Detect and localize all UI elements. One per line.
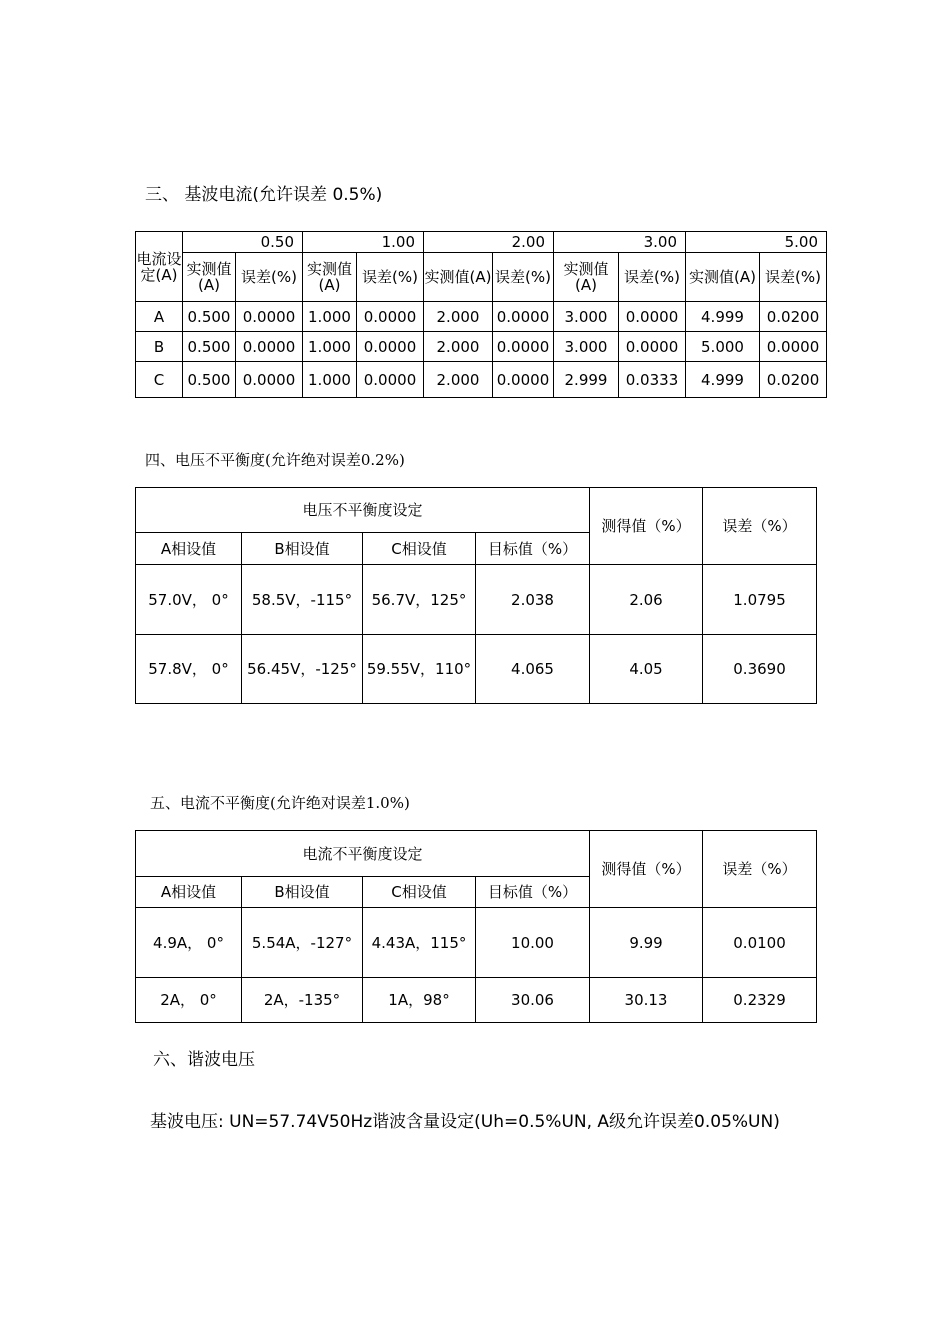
error-header: 误差(%): [493, 253, 554, 302]
section6-title: 六、谐波电压: [153, 1050, 255, 1070]
table-row: [136, 635, 817, 704]
table-cell: 57.0V， 0°: [136, 565, 242, 635]
table-cell: 4.999: [686, 362, 760, 398]
table-cell: 0.2329: [703, 978, 817, 1023]
current-setting-label: 电流设定(A): [136, 232, 183, 302]
table-cell: 2A，-135°: [242, 978, 363, 1023]
table-cell: 0.0000: [493, 362, 554, 398]
error-header: 误差(%): [619, 253, 686, 302]
table-cell: 2.000: [424, 362, 493, 398]
table-cell: 0.0000: [357, 332, 424, 362]
table-row: [136, 908, 817, 978]
measured-header: 测得值（%）: [590, 488, 703, 565]
error-header: 误差（%）: [703, 831, 817, 908]
table-cell: 3.000: [554, 332, 619, 362]
table-cell: 2.038: [476, 565, 590, 635]
current-header: 2.00: [424, 232, 554, 253]
table-cell: 30.06: [476, 978, 590, 1023]
table-cell: 0.500: [183, 302, 236, 332]
table-cell: 4.43A，115°: [363, 908, 476, 978]
table-cell: 2A， 0°: [136, 978, 242, 1023]
table-cell: 0.0000: [493, 302, 554, 332]
table-cell: 0.0200: [760, 362, 827, 398]
table-cell: 0.3690: [703, 635, 817, 704]
table-cell: 5.54A，-127°: [242, 908, 363, 978]
phase-b-header: B相设值: [242, 877, 363, 908]
table-cell: 0.0000: [493, 332, 554, 362]
table-cell: 0.0000: [619, 332, 686, 362]
phase-b-header: B相设值: [242, 533, 363, 565]
table-cell: 0.500: [183, 332, 236, 362]
current-header: 5.00: [686, 232, 827, 253]
table-cell: 0.0000: [236, 332, 303, 362]
table-cell: 0.0000: [236, 302, 303, 332]
table-cell: 0.0333: [619, 362, 686, 398]
table-cell: 0.0000: [760, 332, 827, 362]
table-cell: 9.99: [590, 908, 703, 978]
phase-c-header: C相设值: [363, 877, 476, 908]
table-row: [136, 302, 827, 332]
table-row: [136, 978, 817, 1023]
voltage-unbalance-table: [135, 487, 817, 704]
error-header: 误差(%): [236, 253, 303, 302]
table-cell: 0.0000: [619, 302, 686, 332]
table-cell: 1.000: [303, 332, 357, 362]
section4-title: 四、电压不平衡度(允许绝对误差0.2%): [145, 451, 405, 469]
current-header: 1.00: [303, 232, 424, 253]
table-cell: 1A，98°: [363, 978, 476, 1023]
error-header: 误差(%): [357, 253, 424, 302]
measured-header: 实测值(A): [554, 253, 619, 302]
phase-label: B: [136, 332, 183, 362]
error-header: 误差(%): [760, 253, 827, 302]
table-cell: 0.0000: [236, 362, 303, 398]
current-header: 3.00: [554, 232, 686, 253]
table-cell: 59.55V，110°: [363, 635, 476, 704]
section3-title: 三、 基波电流(允许误差 0.5%): [145, 185, 383, 205]
phase-label: C: [136, 362, 183, 398]
table-cell: 30.13: [590, 978, 703, 1023]
measured-header: 实测值(A): [183, 253, 236, 302]
table-cell: 4.9A， 0°: [136, 908, 242, 978]
phase-a-header: A相设值: [136, 533, 242, 565]
target-header: 目标值（%）: [476, 533, 590, 565]
harmonic-voltage-paragraph: 基波电压: UN=57.74V50Hz谐波含量设定(Uh=0.5%UN, A级允许误差0.05%UN): [150, 1112, 780, 1132]
table-cell: 2.000: [424, 332, 493, 362]
current-header: 0.50: [183, 232, 303, 253]
fundamental-current-table: [135, 231, 827, 398]
table-row: [136, 332, 827, 362]
table-row: [136, 362, 827, 398]
phase-a-header: A相设值: [136, 877, 242, 908]
table-cell: 2.999: [554, 362, 619, 398]
table-cell: 1.000: [303, 362, 357, 398]
table-cell: 57.8V， 0°: [136, 635, 242, 704]
table-cell: 56.7V，125°: [363, 565, 476, 635]
table-cell: 0.0200: [760, 302, 827, 332]
phase-label: A: [136, 302, 183, 332]
measured-header: 测得值（%）: [590, 831, 703, 908]
table-cell: 2.000: [424, 302, 493, 332]
table-cell: 4.999: [686, 302, 760, 332]
voltage-unbalance-group-header: 电压不平衡度设定: [136, 488, 590, 533]
table-cell: 2.06: [590, 565, 703, 635]
section5-title: 五、电流不平衡度(允许绝对误差1.0%): [150, 794, 410, 812]
table-cell: 3.000: [554, 302, 619, 332]
target-header: 目标值（%）: [476, 877, 590, 908]
table-cell: 56.45V，-125°: [242, 635, 363, 704]
table-cell: 58.5V，-115°: [242, 565, 363, 635]
table-cell: 1.000: [303, 302, 357, 332]
table-cell: 0.500: [183, 362, 236, 398]
table-cell: 0.0000: [357, 302, 424, 332]
table-cell: 10.00: [476, 908, 590, 978]
measured-header: 实测值(A): [303, 253, 357, 302]
table-cell: 1.0795: [703, 565, 817, 635]
error-header: 误差（%）: [703, 488, 817, 565]
table-row: [136, 565, 817, 635]
current-unbalance-group-header: 电流不平衡度设定: [136, 831, 590, 877]
measured-header: 实测值(A): [424, 253, 493, 302]
table-cell: 4.065: [476, 635, 590, 704]
table-cell: 4.05: [590, 635, 703, 704]
table-cell: 5.000: [686, 332, 760, 362]
table-cell: 0.0000: [357, 362, 424, 398]
table-cell: 0.0100: [703, 908, 817, 978]
current-unbalance-table: [135, 830, 817, 1023]
phase-c-header: C相设值: [363, 533, 476, 565]
measured-header: 实测值(A): [686, 253, 760, 302]
